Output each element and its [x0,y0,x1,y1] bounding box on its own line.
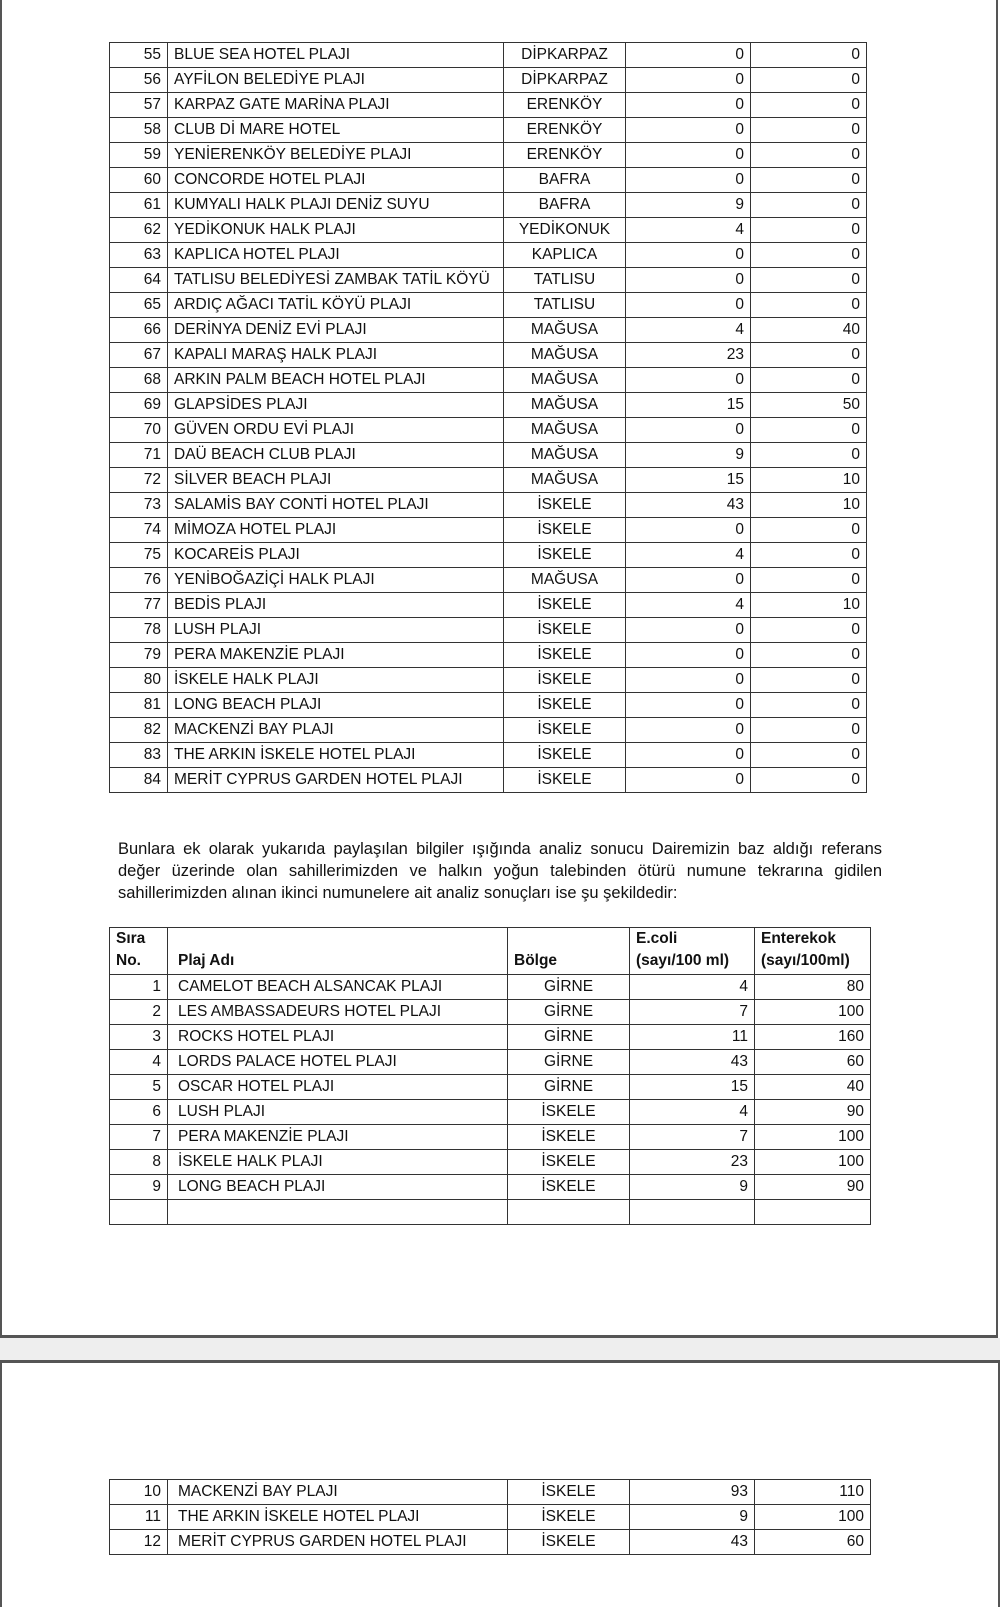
cell-ecoli: 0 [626,718,751,743]
cell-beach-name: PERA MAKENZİE PLAJI [168,643,504,668]
cell-beach-name: THE ARKIN İSKELE HOTEL PLAJI [168,1505,508,1530]
cell-region: MAĞUSA [504,568,626,593]
table-row [110,975,871,1000]
cell-no: 67 [110,343,168,368]
cell-ecoli: 4 [630,975,755,1000]
cell-no: 6 [110,1100,168,1125]
cell-enterekok: 60 [755,1530,871,1555]
cell-beach-name: BEDİS PLAJI [168,593,504,618]
cell-beach-name: KOCAREİS PLAJI [168,543,504,568]
table-row [110,218,867,243]
table-row [110,1050,871,1075]
cell-ecoli: 0 [626,293,751,318]
cell-ecoli: 15 [626,468,751,493]
header-name: Plaj Adı [168,928,508,975]
cell-region: DİPKARPAZ [504,68,626,93]
cell-beach-name: LES AMBASSADEURS HOTEL PLAJI [168,1000,508,1025]
cell-no: 79 [110,643,168,668]
cell-region: BAFRA [504,193,626,218]
cell-ecoli: 4 [626,543,751,568]
cell-beach-name: LUSH PLAJI [168,1100,508,1125]
cell-no: 84 [110,768,168,793]
cell-ecoli: 43 [630,1530,755,1555]
cell-ecoli: 0 [626,93,751,118]
cell-ecoli: 0 [626,618,751,643]
table-row [110,643,867,668]
cell-region: İSKELE [504,693,626,718]
cell-ecoli: 0 [626,43,751,68]
cell-beach-name: GÜVEN ORDU EVİ PLAJI [168,418,504,443]
cell-enterekok: 0 [751,168,867,193]
cell-no: 62 [110,218,168,243]
cell-region: MAĞUSA [504,343,626,368]
table-row [110,543,867,568]
cell-no: 61 [110,193,168,218]
cell-region: İSKELE [504,768,626,793]
cell-region: İSKELE [504,668,626,693]
cell-enterekok: 10 [751,493,867,518]
cell-region: İSKELE [508,1505,630,1530]
cell-enterekok: 10 [751,593,867,618]
header-no [110,928,168,975]
explanatory-paragraph: Bunlara ek olarak yukarıda paylaşılan bilgiler ışığında analiz sonucu Dairemizin baz aldığı referans değer üzerinde olan sahillerimizden ve halkın yoğun talebinden ötürü numune tekrarına gidilen sahillerimizden alınan ikinci numunelere ait analiz sonuçları ise şu şekildedir: [118,840,882,902]
header-enterekok [755,928,871,975]
cell-ecoli: 0 [626,518,751,543]
table-row [110,68,867,93]
table-row [110,1125,871,1150]
cell-enterekok: 160 [755,1025,871,1050]
cell-ecoli: 4 [626,593,751,618]
table-row [110,1150,871,1175]
cell-region: İSKELE [504,518,626,543]
cell-region: İSKELE [508,1100,630,1125]
cell-region: MAĞUSA [504,368,626,393]
cell-ecoli: 9 [630,1505,755,1530]
table-row [110,118,867,143]
cell-enterekok: 50 [751,393,867,418]
table-row [110,343,867,368]
cell-region: İSKELE [504,743,626,768]
cell-ecoli: 0 [626,118,751,143]
cell-ecoli: 9 [630,1175,755,1200]
cell-no: 66 [110,318,168,343]
cell-ecoli: 43 [630,1050,755,1075]
cell-ecoli: 0 [626,693,751,718]
empty-cell [168,1200,508,1225]
cell-enterekok: 10 [751,468,867,493]
cell-ecoli: 0 [626,768,751,793]
table-row [110,268,867,293]
cell-no: 12 [110,1530,168,1555]
cell-beach-name: ARKIN PALM BEACH HOTEL PLAJI [168,368,504,393]
cell-ecoli: 43 [626,493,751,518]
cell-enterekok: 0 [751,418,867,443]
cell-enterekok: 0 [751,543,867,568]
header-no-line2: No. [116,952,141,969]
header-enterekok-line1: Enterekok [761,930,836,947]
table-row [110,393,867,418]
table-row [110,43,867,68]
cell-no: 60 [110,168,168,193]
cell-beach-name: THE ARKIN İSKELE HOTEL PLAJI [168,743,504,768]
cell-no: 71 [110,443,168,468]
table-row [110,418,867,443]
cell-beach-name: KARPAZ GATE MARİNA PLAJI [168,93,504,118]
cell-no: 74 [110,518,168,543]
table-row [110,443,867,468]
cell-no: 7 [110,1125,168,1150]
cell-enterekok: 0 [751,118,867,143]
table-row [110,1000,871,1025]
cell-beach-name: MİMOZA HOTEL PLAJI [168,518,504,543]
empty-cell [508,1200,630,1225]
cell-ecoli: 0 [626,568,751,593]
cell-enterekok: 40 [755,1075,871,1100]
table-row [110,518,867,543]
cell-region: TATLISU [504,293,626,318]
cell-no: 72 [110,468,168,493]
cell-enterekok: 80 [755,975,871,1000]
cell-enterekok: 0 [751,718,867,743]
cell-enterekok: 0 [751,693,867,718]
cell-ecoli: 4 [626,218,751,243]
cell-enterekok: 0 [751,193,867,218]
cell-beach-name: YEDİKONUK HALK PLAJI [168,218,504,243]
cell-region: İSKELE [508,1480,630,1505]
cell-no: 1 [110,975,168,1000]
table-row [110,1505,871,1530]
cell-beach-name: ARDIÇ AĞACI TATİL KÖYÜ PLAJI [168,293,504,318]
cell-no: 5 [110,1075,168,1100]
cell-ecoli: 0 [626,168,751,193]
cell-region: İSKELE [504,718,626,743]
cell-region: İSKELE [504,543,626,568]
cell-beach-name: LORDS PALACE HOTEL PLAJI [168,1050,508,1075]
cell-region: MAĞUSA [504,418,626,443]
cell-no: 70 [110,418,168,443]
cell-region: GİRNE [508,1050,630,1075]
cell-ecoli: 4 [630,1100,755,1125]
cell-ecoli: 0 [626,143,751,168]
cell-no: 9 [110,1175,168,1200]
cell-beach-name: CAMELOT BEACH ALSANCAK PLAJI [168,975,508,1000]
cell-enterekok: 0 [751,743,867,768]
cell-no: 59 [110,143,168,168]
cell-region: İSKELE [504,493,626,518]
cell-region: İSKELE [508,1530,630,1555]
cell-region: MAĞUSA [504,468,626,493]
table-header-row [110,928,871,975]
cell-no: 69 [110,393,168,418]
cell-enterekok: 0 [751,768,867,793]
resample-results-body [110,975,871,1225]
cell-ecoli: 23 [630,1150,755,1175]
cell-beach-name: LUSH PLAJI [168,618,504,643]
cell-no: 56 [110,68,168,93]
cell-enterekok: 0 [751,68,867,93]
cell-beach-name: MACKENZİ BAY PLAJI [168,718,504,743]
cell-no: 68 [110,368,168,393]
table-row [110,1480,871,1505]
cell-enterekok: 0 [751,143,867,168]
cell-region: ERENKÖY [504,118,626,143]
cell-no: 8 [110,1150,168,1175]
cell-no: 75 [110,543,168,568]
cell-enterekok: 100 [755,1150,871,1175]
cell-ecoli: 0 [626,268,751,293]
table-row [110,1530,871,1555]
cell-enterekok: 0 [751,643,867,668]
cell-ecoli: 0 [626,643,751,668]
cell-enterekok: 40 [751,318,867,343]
cell-no: 55 [110,43,168,68]
cell-beach-name: LONG BEACH PLAJI [168,1175,508,1200]
cell-beach-name: LONG BEACH PLAJI [168,693,504,718]
cell-ecoli: 0 [626,668,751,693]
beach-results-body [110,43,867,793]
cell-region: İSKELE [504,643,626,668]
header-no-line1: Sıra [116,930,146,947]
header-enterekok-line2: (sayı/100ml) [761,952,850,969]
cell-ecoli: 9 [626,443,751,468]
cell-enterekok: 0 [751,568,867,593]
cell-beach-name: AYFİLON BELEDİYE PLAJI [168,68,504,93]
cell-ecoli: 93 [630,1480,755,1505]
cell-no: 58 [110,118,168,143]
cell-ecoli: 11 [630,1025,755,1050]
cell-ecoli: 0 [626,743,751,768]
header-ecoli-line1: E.coli [636,930,678,947]
table-row [110,618,867,643]
cell-ecoli: 0 [626,418,751,443]
header-region: Bölge [508,928,630,975]
cell-region: MAĞUSA [504,443,626,468]
empty-cell [630,1200,755,1225]
cell-no: 3 [110,1025,168,1050]
cell-beach-name: İSKELE HALK PLAJI [168,668,504,693]
cell-region: İSKELE [508,1175,630,1200]
cell-no: 4 [110,1050,168,1075]
cell-enterekok: 0 [751,343,867,368]
cell-no: 10 [110,1480,168,1505]
cell-region: MAĞUSA [504,318,626,343]
table-row [110,1025,871,1050]
table-row [110,168,867,193]
cell-beach-name: İSKELE HALK PLAJI [168,1150,508,1175]
cell-enterekok: 90 [755,1175,871,1200]
cell-no: 65 [110,293,168,318]
cell-region: BAFRA [504,168,626,193]
cell-no: 80 [110,668,168,693]
cell-ecoli: 9 [626,193,751,218]
cell-no: 2 [110,1000,168,1025]
table-row [110,493,867,518]
table-row [110,568,867,593]
cell-beach-name: MERİT CYPRUS GARDEN HOTEL PLAJI [168,1530,508,1555]
cell-ecoli: 23 [626,343,751,368]
cell-enterekok: 0 [751,668,867,693]
cell-enterekok: 100 [755,1505,871,1530]
cell-beach-name: TATLISU BELEDİYESİ ZAMBAK TATİL KÖYÜ [168,268,504,293]
cell-beach-name: SİLVER BEACH PLAJI [168,468,504,493]
cell-no: 76 [110,568,168,593]
resample-results-table [109,927,871,1225]
cell-beach-name: MERİT CYPRUS GARDEN HOTEL PLAJI [168,768,504,793]
cell-region: İSKELE [504,618,626,643]
cell-region: KAPLICA [504,243,626,268]
table-row [110,1100,871,1125]
table-row [110,318,867,343]
cell-no: 78 [110,618,168,643]
cell-region: İSKELE [508,1150,630,1175]
cell-region: YEDİKONUK [504,218,626,243]
table-row [110,768,867,793]
cell-no: 77 [110,593,168,618]
table-row [110,693,867,718]
cell-enterekok: 60 [755,1050,871,1075]
cell-beach-name: YENİBOĞAZİÇİ HALK PLAJI [168,568,504,593]
cell-region: GİRNE [508,1025,630,1050]
cell-ecoli: 0 [626,243,751,268]
cell-ecoli: 7 [630,1000,755,1025]
cell-beach-name: GLAPSİDES PLAJI [168,393,504,418]
cell-enterekok: 0 [751,443,867,468]
resample-results-continued-body [110,1480,871,1555]
cell-beach-name: KAPLICA HOTEL PLAJI [168,243,504,268]
cell-ecoli: 0 [626,368,751,393]
cell-region: ERENKÖY [504,143,626,168]
cell-beach-name: DAÜ BEACH CLUB PLAJI [168,443,504,468]
cell-region: İSKELE [508,1125,630,1150]
cell-beach-name: KAPALI MARAŞ HALK PLAJI [168,343,504,368]
resample-results-continued-table [109,1479,871,1555]
table-row [110,718,867,743]
cell-no: 82 [110,718,168,743]
beach-results-table [109,42,867,793]
page-gap [0,1338,1000,1360]
cell-enterekok: 0 [751,43,867,68]
cell-enterekok: 0 [751,618,867,643]
cell-beach-name: OSCAR HOTEL PLAJI [168,1075,508,1100]
cell-ecoli: 15 [626,393,751,418]
cell-enterekok: 0 [751,368,867,393]
cell-no: 63 [110,243,168,268]
cell-no: 73 [110,493,168,518]
empty-cell [110,1200,168,1225]
cell-beach-name: CLUB Dİ MARE HOTEL [168,118,504,143]
table-row [110,93,867,118]
cell-beach-name: KUMYALI HALK PLAJI DENİZ SUYU [168,193,504,218]
cell-enterekok: 0 [751,293,867,318]
cell-beach-name: YENİERENKÖY BELEDİYE PLAJI [168,143,504,168]
table-row [110,468,867,493]
empty-cell [755,1200,871,1225]
header-ecoli [630,928,755,975]
cell-beach-name: MACKENZİ BAY PLAJI [168,1480,508,1505]
cell-region: GİRNE [508,975,630,1000]
empty-table-row [110,1200,871,1225]
cell-no: 83 [110,743,168,768]
cell-ecoli: 7 [630,1125,755,1150]
cell-region: DİPKARPAZ [504,43,626,68]
cell-no: 64 [110,268,168,293]
cell-region: İSKELE [504,593,626,618]
cell-beach-name: DERİNYA DENİZ EVİ PLAJI [168,318,504,343]
table-row [110,1175,871,1200]
cell-beach-name: PERA MAKENZİE PLAJI [168,1125,508,1150]
table-row [110,668,867,693]
cell-ecoli: 0 [626,68,751,93]
cell-enterekok: 100 [755,1000,871,1025]
table-row [110,368,867,393]
cell-beach-name: ROCKS HOTEL PLAJI [168,1025,508,1050]
cell-beach-name: BLUE SEA HOTEL PLAJI [168,43,504,68]
table-row [110,743,867,768]
cell-ecoli: 15 [630,1075,755,1100]
table-row [110,143,867,168]
cell-beach-name: SALAMİS BAY CONTİ HOTEL PLAJI [168,493,504,518]
cell-enterekok: 100 [755,1125,871,1150]
cell-enterekok: 0 [751,268,867,293]
table-row [110,1075,871,1100]
cell-enterekok: 110 [755,1480,871,1505]
table-row [110,293,867,318]
cell-region: MAĞUSA [504,393,626,418]
header-ecoli-line2: (sayı/100 ml) [636,952,730,969]
cell-no: 57 [110,93,168,118]
cell-ecoli: 4 [626,318,751,343]
cell-enterekok: 0 [751,93,867,118]
cell-beach-name: CONCORDE HOTEL PLAJI [168,168,504,193]
cell-no: 81 [110,693,168,718]
cell-no: 11 [110,1505,168,1530]
cell-region: TATLISU [504,268,626,293]
cell-region: ERENKÖY [504,93,626,118]
cell-region: GİRNE [508,1075,630,1100]
cell-enterekok: 90 [755,1100,871,1125]
cell-enterekok: 0 [751,518,867,543]
cell-region: GİRNE [508,1000,630,1025]
table-row [110,593,867,618]
cell-enterekok: 0 [751,218,867,243]
table-row [110,193,867,218]
table-row [110,243,867,268]
cell-enterekok: 0 [751,243,867,268]
